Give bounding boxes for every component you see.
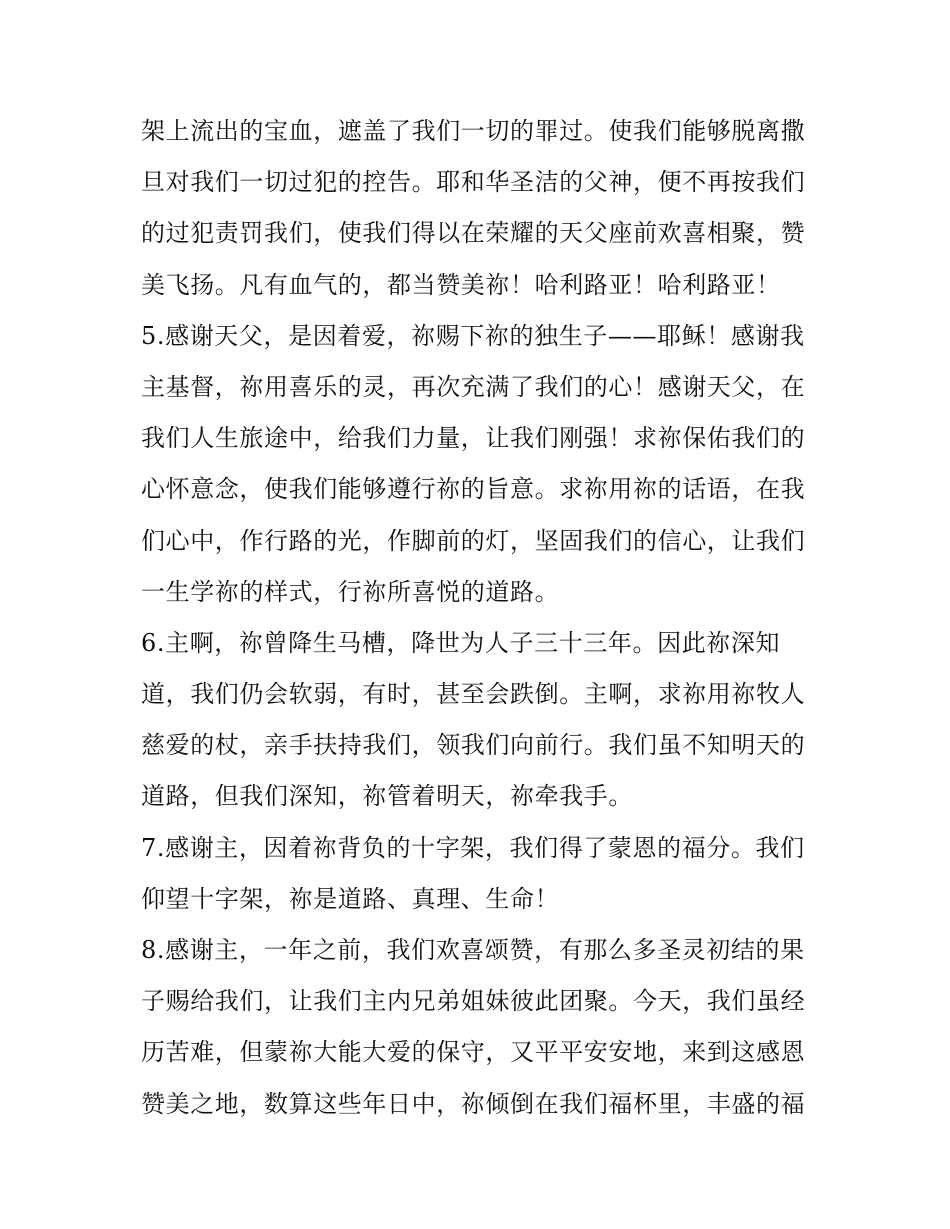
text-line: 旦对我们一切过犯的控告。耶和华圣洁的父神，便不再按我们 xyxy=(141,168,806,197)
text-line: 主基督，祢用喜乐的灵，再次充满了我们的心！感谢天父，在 xyxy=(141,372,806,401)
text-line: 美飞扬。凡有血气的，都当赞美祢！哈利路亚！哈利路亚！ xyxy=(141,270,781,299)
body-text xyxy=(141,106,821,1130)
text-line: 子赐给我们，让我们主内兄弟姐妹彼此团聚。今天，我们虽经 xyxy=(141,987,806,1016)
text-line: 6.主啊，祢曾降生马槽，降世为人子三十三年。因此祢深知 xyxy=(141,628,781,657)
text-line: 赞美之地，数算这些年日中，祢倾倒在我们福杯里，丰盛的福 xyxy=(141,1089,806,1118)
text-line: 们心中，作行路的光，作脚前的灯，坚固我们的信心，让我们 xyxy=(141,526,806,555)
text-line: 一生学祢的样式，行祢所喜悦的道路。 xyxy=(141,577,560,606)
text-line: 我们人生旅途中，给我们力量，让我们刚强！求祢保佑我们的 xyxy=(141,424,806,453)
text-line: 慈爱的杖，亲手扶持我们，领我们向前行。我们虽不知明天的 xyxy=(141,731,806,760)
text-line: 8.感谢主，一年之前，我们欢喜颂赞，有那么多圣灵初结的果 xyxy=(141,936,805,964)
text-line: 5.感谢天父，是因着爱，祢赐下祢的独生子——耶稣！感谢我 xyxy=(141,321,805,350)
text-line: 历苦难，但蒙祢大能大爱的保守，又平平安安地，来到这感恩 xyxy=(141,1038,806,1067)
text-line: 架上流出的宝血，遮盖了我们一切的罪过。使我们能够脱离撒 xyxy=(141,117,806,145)
text-line: 道，我们仍会软弱，有时，甚至会跌倒。主啊，求祢用祢牧人 xyxy=(141,680,806,709)
text-line: 仰望十字架，祢是道路、真理、生命！ xyxy=(141,884,560,913)
text-line: 道路，但我们深知，祢管着明天，祢牵我手。 xyxy=(141,782,633,811)
text-line: 心怀意念，使我们能够遵行祢的旨意。求祢用祢的话语，在我 xyxy=(141,475,806,504)
text-line: 7.感谢主，因着祢背负的十字架，我们得了蒙恩的福分。我们 xyxy=(141,833,805,862)
text-line: 的过犯责罚我们，使我们得以在荣耀的天父座前欢喜相聚，赞 xyxy=(141,219,806,248)
